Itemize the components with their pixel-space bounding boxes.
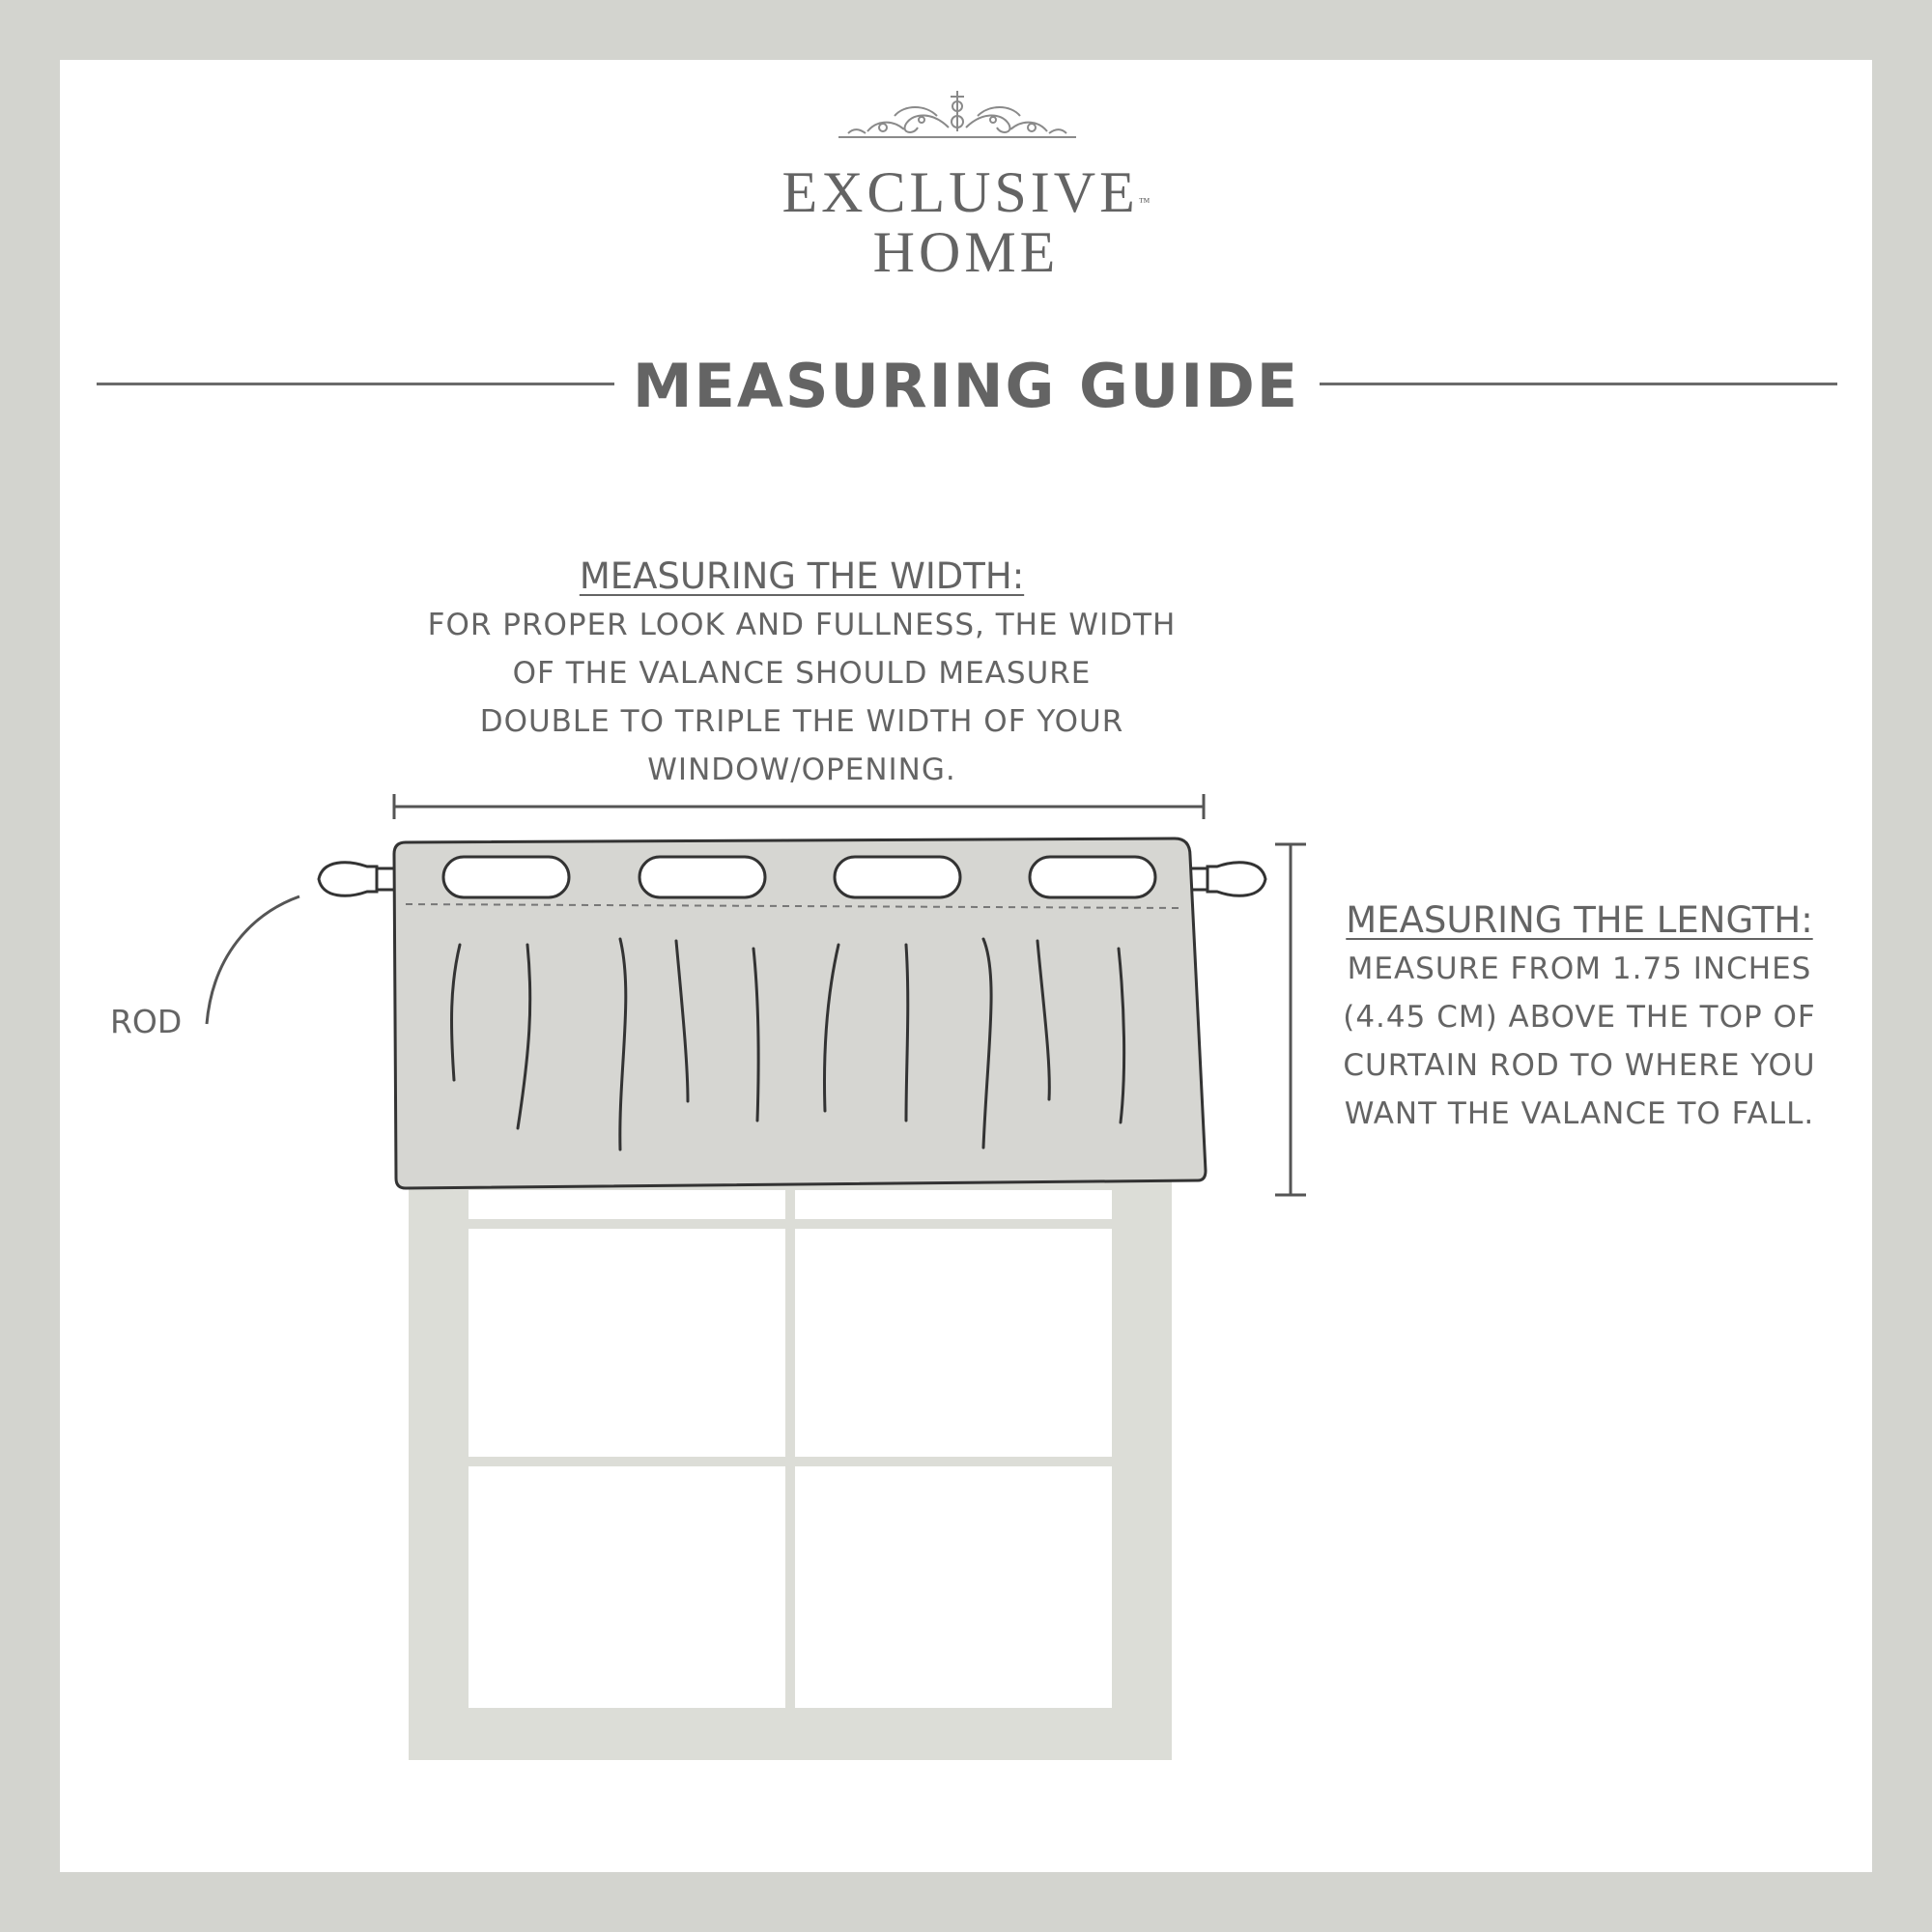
length-line-2: (4.45 CM) ABOVE THE TOP OF: [1343, 1000, 1816, 1035]
window-pane-top-left: [469, 1229, 785, 1457]
grommet: [443, 857, 569, 897]
window-pane-top-right: [795, 1229, 1112, 1457]
rod-label: ROD: [110, 1003, 183, 1040]
width-heading: MEASURING THE WIDTH:: [579, 555, 1025, 597]
window-pane-strip-left: [469, 1190, 785, 1219]
window-pane-strip-right: [795, 1190, 1112, 1219]
window-illustration: [409, 1150, 1172, 1760]
width-line-3: DOUBLE TO TRIPLE THE WIDTH OF YOUR: [479, 704, 1124, 739]
rod-pointer-line: [207, 896, 299, 1024]
rod-finial-icon: [319, 863, 377, 895]
brand-name-line-1: EXCLUSIVE: [781, 160, 1139, 224]
rod-finial-icon: [1208, 863, 1265, 895]
width-line-4: WINDOW/OPENING.: [647, 753, 956, 787]
grommet: [1030, 857, 1155, 897]
valance: [394, 838, 1206, 1188]
length-line-3: CURTAIN ROD TO WHERE YOU: [1343, 1048, 1816, 1083]
length-line-1: MEASURE FROM 1.75 INCHES: [1347, 952, 1812, 986]
grommet: [835, 857, 960, 897]
trademark-symbol: ™: [1138, 195, 1151, 209]
page-title: MEASURING GUIDE: [632, 351, 1300, 421]
window-pane-bottom-right: [795, 1466, 1112, 1708]
grommet: [639, 857, 765, 897]
window-pane-bottom-left: [469, 1466, 785, 1708]
width-dimension-line: [394, 794, 1204, 819]
length-line-4: WANT THE VALANCE TO FALL.: [1344, 1096, 1815, 1131]
width-line-2: OF THE VALANCE SHOULD MEASURE: [512, 656, 1092, 691]
length-dimension-line: [1275, 844, 1306, 1195]
width-line-1: FOR PROPER LOOK AND FULLNESS, THE WIDTH: [427, 608, 1177, 642]
length-heading: MEASURING THE LENGTH:: [1346, 899, 1813, 941]
brand-name-line-2: HOME: [872, 220, 1060, 284]
